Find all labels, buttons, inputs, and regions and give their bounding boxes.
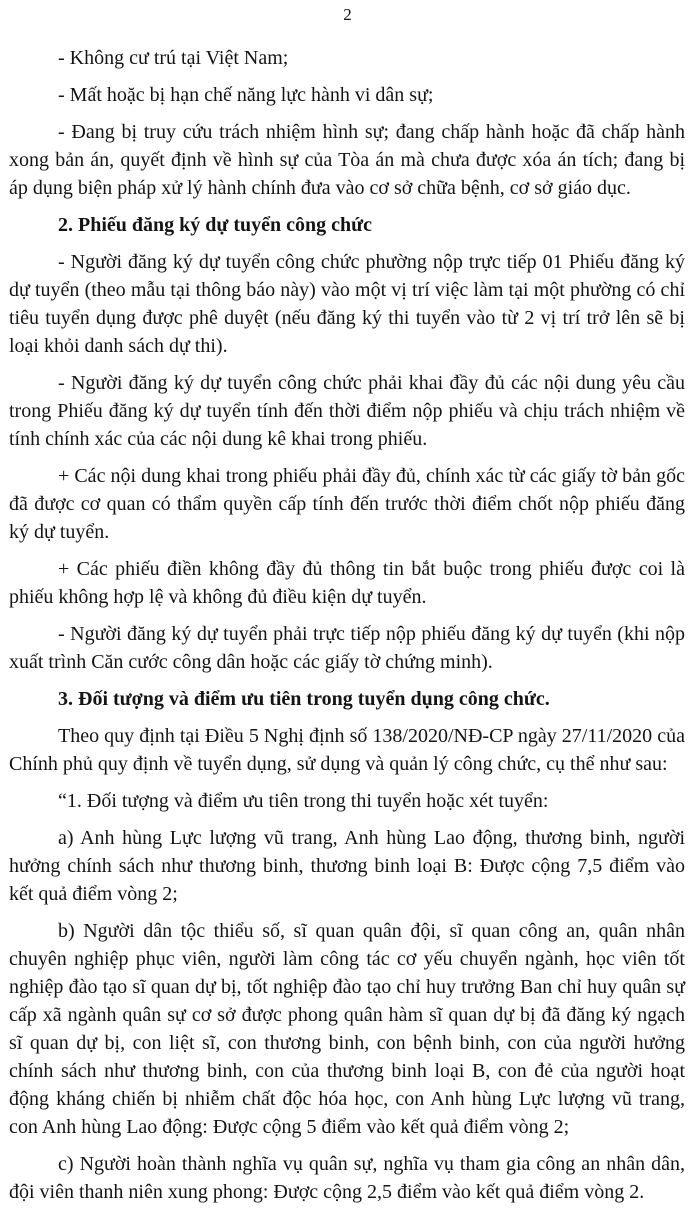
document-body [9,44,685,1215]
paragraph-accurate-content: + Các nội dung khai trong phiếu phải đầy đủ, chính xác từ các giấy tờ bản gốc đã được cơ quan có thẩm quyền cấp tính đến trước thời điểm chốt nộp phiếu đăng ký dự tuyển. [9,465,685,543]
paragraph-priority-a: a) Anh hùng Lực lượng vũ trang, Anh hùng Lao động, thương binh, người hưởng chính sách như thương binh, thương binh loại B: Được cộng 7,5 điểm vào kết quả điểm vòng 2; [9,827,685,905]
paragraph-civil-capacity: - Mất hoặc bị hạn chế năng lực hành vi dân sự; [58,84,434,106]
paragraph-criminal-liability: - Đang bị truy cứu trách nhiệm hình sự; đang chấp hành hoặc đã chấp hành xong bản án, quyết định về hình sự của Tòa án mà chưa được xóa án tích; đang bị áp dụng biện pháp xử lý hành chính đưa vào cơ sở chữa bệnh, cơ sở giáo dục. [9,121,685,199]
paragraph-invalid-form: + Các phiếu điền không đầy đủ thông tin bắt buộc trong phiếu được coi là phiếu không hợp lệ và không đủ điều kiện dự tuyển. [9,558,685,608]
page-number: 2 [343,5,352,24]
paragraph-priority-intro: “1. Đối tượng và điểm ưu tiên trong thi tuyển hoặc xét tuyển: [58,790,549,812]
section-heading-priority: 3. Đối tượng và điểm ưu tiên trong tuyển dụng công chức. [58,688,550,710]
paragraph-submit-in-person: - Người đăng ký dự tuyển phải trực tiếp nộp phiếu đăng ký dự tuyển (khi nộp xuất trình Căn cước công dân hoặc các giấy tờ chứng minh). [9,623,685,673]
paragraph-submit-form: - Người đăng ký dự tuyển công chức phường nộp trực tiếp 01 Phiếu đăng ký dự tuyển (theo mẫu tại thông báo này) vào một vị trí việc làm tại một phường có chỉ tiêu tuyển dụng được phê duyệt (nếu đăng ký thi tuyển vào từ 2 vị trí trở lên sẽ bị loại khỏi danh sách dự thi). [9,251,685,357]
paragraph-priority-c: c) Người hoàn thành nghĩa vụ quân sự, nghĩa vụ tham gia công an nhân dân, đội viên thanh niên xung phong: Được cộng 2,5 điểm vào kết quả điểm vòng 2. [9,1153,685,1203]
paragraph-declare-content: - Người đăng ký dự tuyển công chức phải khai đầy đủ các nội dung yêu cầu trong Phiếu đăng ký dự tuyển tính đến thời điểm nộp phiếu và chịu trách nhiệm về tính chính xác của các nội dung kê khai trong phiếu. [9,372,685,450]
paragraph-decree-reference: Theo quy định tại Điều 5 Nghị định số 138/2020/NĐ-CP ngày 27/11/2020 của Chính phủ quy định về tuyển dụng, sử dụng và quản lý công chức, cụ thể như sau: [9,725,685,775]
section-heading-registration-form: 2. Phiếu đăng ký dự tuyển công chức [58,214,373,236]
paragraph-priority-b: b) Người dân tộc thiểu số, sĩ quan quân đội, sĩ quan công an, quân nhân chuyên nghiệp phục viên, người làm công tác cơ yếu chuyển ngành, học viên tốt nghiệp đào tạo sĩ quan dự bị, tốt nghiệp đào tạo chỉ huy trưởng Ban chỉ huy quân sự cấp xã ngành quân sự cơ sở được phong quân hàm sĩ quan dự bị đã đăng ký ngạch sĩ quan dự bị, con liệt sĩ, con thương binh, con bệnh binh, con của người hưởng chính sách như thương binh, con của thương binh loại B, con đẻ của người hoạt động kháng chiến bị nhiễm chất độc hóa học, con Anh hùng Lực lượng vũ trang, con Anh hùng Lao động: Được cộng 5 điểm vào kết quả điểm vòng 2; [9,920,685,1138]
paragraph-not-resident: - Không cư trú tại Việt Nam; [58,47,289,69]
